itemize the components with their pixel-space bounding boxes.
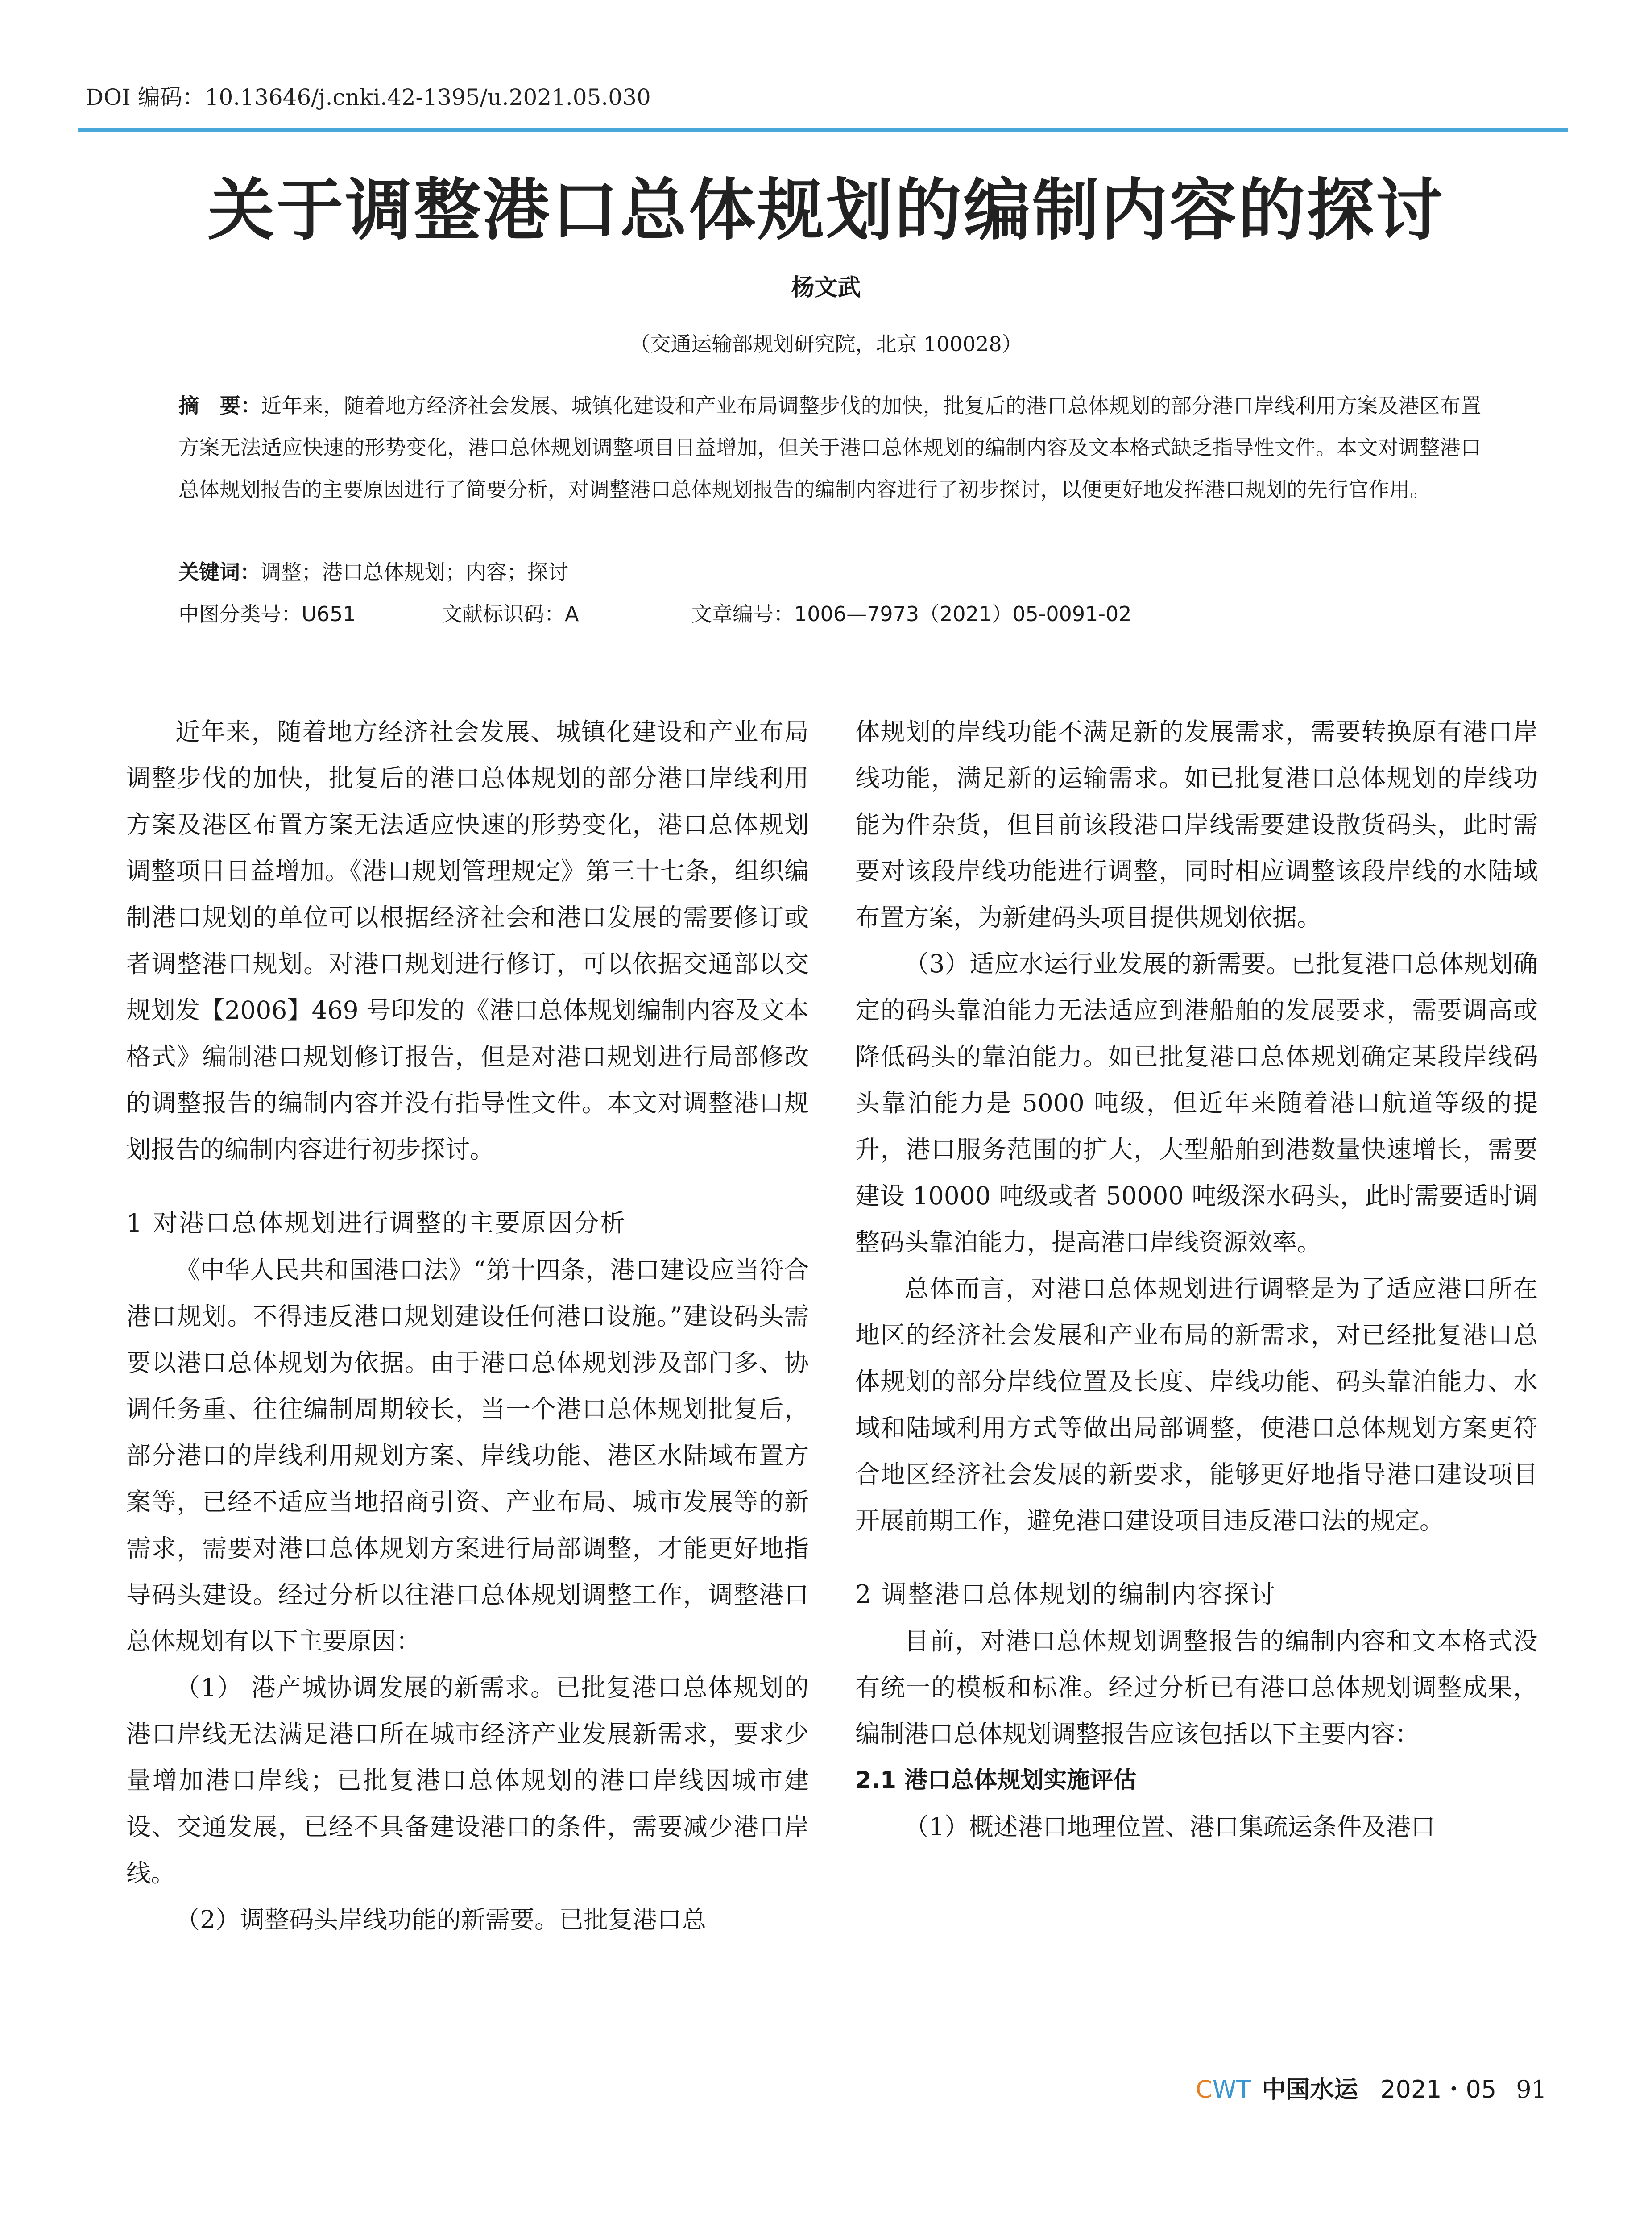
keywords-label: 关键词： [178,560,261,584]
summary-paragraph: 总体而言，对港口总体规划进行调整是为了适应港口所在地区的经济社会发展和产业布局的新需求，对已经批复港口总体规划的部分岸线位置及长度、岸线功能、码头靠泊能力、水域和陆域利用方式等做出局部调整，使港口总体规划方案更符合地区经济社会发展的新要求，能够更好地指导港口建设项目开展前期工作，避免港口建设项目违反港口法的规定。 [855,1274,1538,1535]
abstract [178,385,1481,510]
header-rule [78,128,1568,132]
issue-number: 2021・05 [1380,2075,1497,2103]
left-column [126,709,809,1943]
section-1-paragraph: 《中华人民共和国港口法》“第十四条，港口建设应当符合港口规划。不得违反港口规划建设任何港口设施。”建设码头需要以港口总体规划为依据。由于港口总体规划涉及部门多、协调任务重、往往编制周期较长，当一个港口总体规划批复后，部分港口的岸线利用规划方案、岸线功能、港区水陆域布置方案等，已经不适应当地招商引资、产业布局、城市发展等的新需求，需要对港口总体规划方案进行局部调整，才能更好地指导码头建设。经过分析以往港口总体规划调整工作，调整港口总体规划有以下主要原因： [126,1256,809,1655]
section-2-paragraph: 目前，对港口总体规划调整报告的编制内容和文本格式没有统一的模板和标准。经过分析已有港口总体规划调整成果，编制港口总体规划调整报告应该包括以下主要内容： [855,1627,1538,1748]
paper-title: 关于调整港口总体规划的编制内容的探讨 [207,171,1445,249]
keywords-text: 调整；港口总体规划；内容；探讨 [261,560,568,584]
author-name: 杨文武 [791,274,861,301]
clc-number: 中图分类号：U651 [178,602,356,626]
abstract-text: 近年来，随着地方经济社会发展、城镇化建设和产业布局调整步伐的加快，批复后的港口总体规划的部分港口岸线利用方案及港区布置方案无法适应快速的形势变化，港口总体规划调整项目日益增加，但关于港口总体规划的编制内容及文本格式缺乏指导性文件。本文对调整港口总体规划报告的主要原因进行了简要分析，对调整港口总体规划报告的编制内容进行了初步探讨，以便更好地发挥港口规划的先行官作用。 [178,394,1482,502]
article-number: 文章编号：1006—7973（2021）05-0091-02 [691,602,1132,626]
section-1-heading: 1 对港口总体规划进行调整的主要原因分析 [126,1209,627,1238]
keywords [178,556,568,585]
page-footer [1196,2070,1547,2105]
right-column [855,709,1538,1850]
journal-name: 中国水运 [1262,2075,1358,2103]
reason-2-paragraph: （2）调整码头岸线功能的新需要。已批复港口总 [175,1905,706,1934]
subsection-2-1-heading: 2.1 港口总体规划实施评估 [855,1767,1137,1794]
journal-logo-wt: WT [1212,2075,1251,2103]
abstract-label: 摘 要： [178,394,261,418]
journal-logo-c: C [1196,2075,1213,2103]
section-2-heading: 2 调整港口总体规划的编制内容探讨 [855,1580,1277,1609]
doi-line: DOI 编码：10.13646/j.cnki.42-1395/u.2021.05.030 [86,84,651,110]
author-affiliation: （交通运输部规划研究院，北京 100028） [629,332,1023,356]
reason-3-paragraph: （3）适应水运行业发展的新需要。已批复港口总体规划确定的码头靠泊能力无法适应到港船舶的发展要求，需要调高或降低码头的靠泊能力。如已批复港口总体规划确定某段岸线码头靠泊能力是 5000 吨级，但近年来随着港口航道等级的提升，港口服务范围的扩大，大型船舶到港数量快速增长，需要建设 10000 吨级或者 50000 吨级深水码头，此时需要适时调整码头靠泊能力，提高港口岸线资源效率。 [855,950,1538,1256]
subsection-2-1-paragraph: （1）概述港口地理位置、港口集疏运条件及港口 [904,1812,1435,1841]
document-code: 文献标识码：A [442,602,579,626]
classification-line [178,598,1472,627]
intro-paragraph: 近年来，随着地方经济社会发展、城镇化建设和产业布局调整步伐的加快，批复后的港口总体规划的部分港口岸线利用方案及港区布置方案无法适应快速的形势变化，港口总体规划调整项目日益增加。《港口规划管理规定》第三十七条，组织编制港口规划的单位可以根据经济社会和港口发展的需要修订或者调整港口规划。对港口规划进行修订，可以依据交通部以交规划发【2006】469 号印发的《港口总体规划编制内容及文本格式》编制港口规划修订报告，但是对港口规划进行局部修改的调整报告的编制内容并没有指导性文件。本文对调整港口规划报告的编制内容进行初步探讨。 [126,717,809,1164]
reason-1-paragraph: （1） 港产城协调发展的新需求。已批复港口总体规划的港口岸线无法满足港口所在城市经济产业发展新需求，要求少量增加港口岸线；已批复港口总体规划的港口岸线因城市建设、交通发展，已经不具备建设港口的条件，需要减少港口岸线。 [126,1673,809,1887]
page-number: 91 [1516,2075,1547,2103]
reason-2-continued: 体规划的岸线功能不满足新的发展需求，需要转换原有港口岸线功能，满足新的运输需求。如已批复港口总体规划的岸线功能为件杂货，但目前该段港口岸线需要建设散货码头，此时需要对该段岸线功能进行调整，同时相应调整该段岸线的水陆域布置方案，为新建码头项目提供规划依据。 [855,717,1538,932]
